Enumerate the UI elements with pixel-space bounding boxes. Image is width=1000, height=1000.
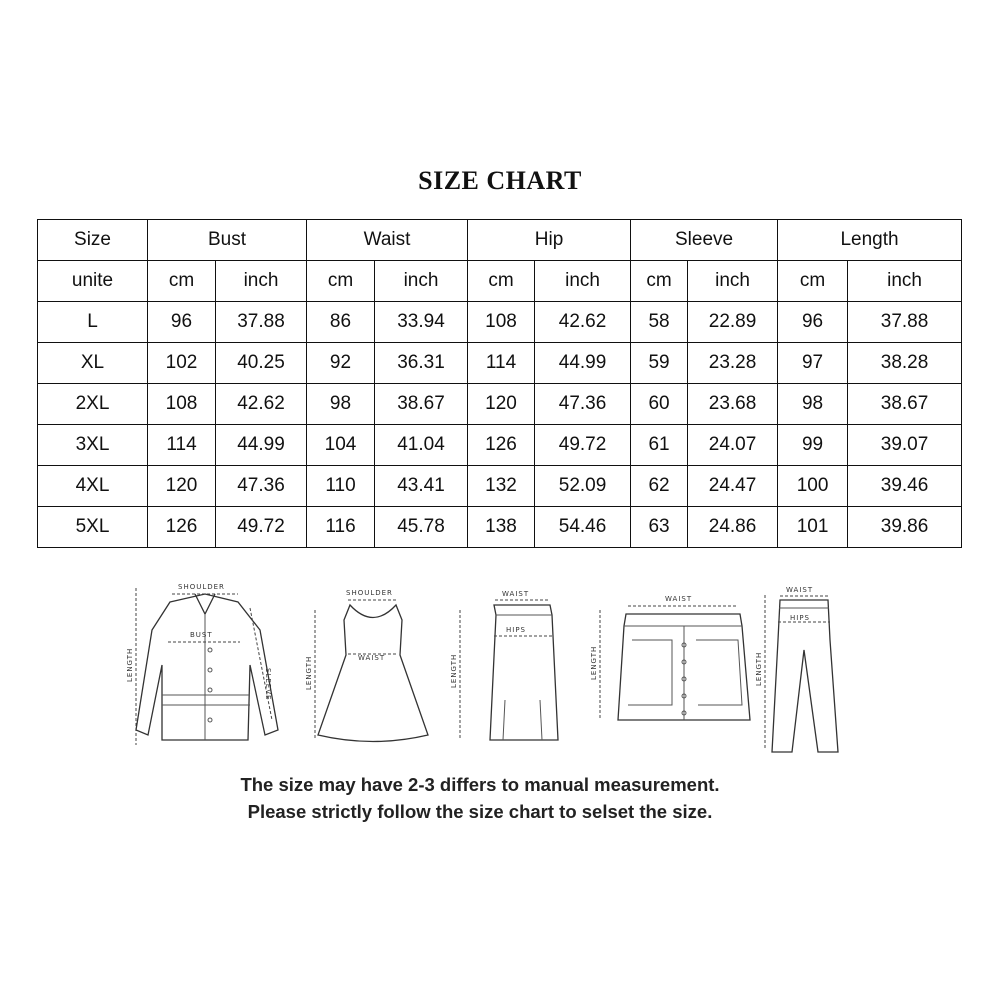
- skirt-illustration: [450, 590, 558, 740]
- header-cell-sleeve: Sleeve: [631, 220, 778, 261]
- measurement-cell: 36.31: [375, 343, 468, 384]
- measurement-cell: 132: [468, 466, 535, 507]
- table-row: [38, 302, 962, 343]
- size-label-cell: 4XL: [38, 466, 148, 507]
- header-cell-bust: Bust: [148, 220, 307, 261]
- unit-cell: inch: [216, 261, 307, 302]
- measurement-cell: 54.46: [535, 507, 631, 548]
- table-row: [38, 466, 962, 507]
- pants-hips-label: HIPS: [790, 614, 810, 622]
- measurement-cell: 120: [148, 466, 216, 507]
- dress-waist-label: WAIST: [358, 654, 386, 662]
- measurement-cell: 43.41: [375, 466, 468, 507]
- measurement-cell: 39.07: [848, 425, 962, 466]
- skirt-hips-label: HIPS: [506, 626, 526, 634]
- measurement-cell: 104: [307, 425, 375, 466]
- table-row: [38, 343, 962, 384]
- page-title: SIZE CHART: [418, 166, 582, 195]
- measurement-cell: 58: [631, 302, 688, 343]
- measurement-cell: 97: [778, 343, 848, 384]
- unit-cell: cm: [307, 261, 375, 302]
- shorts-illustration: [590, 595, 750, 720]
- disclaimer-line-1: The size may have 2-3 differs to manual measurement.: [240, 774, 720, 795]
- unit-cell: cm: [468, 261, 535, 302]
- measurement-cell: 108: [468, 302, 535, 343]
- measurement-cell: 60: [631, 384, 688, 425]
- pants-length-label: LENGTH: [755, 651, 763, 686]
- measurement-cell: 59: [631, 343, 688, 384]
- pants-waist-label: WAIST: [786, 586, 814, 594]
- measurement-cell: 101: [778, 507, 848, 548]
- measurement-cell: 49.72: [216, 507, 307, 548]
- measurement-cell: 39.46: [848, 466, 962, 507]
- unit-row: [38, 261, 962, 302]
- measurement-cell: 24.07: [688, 425, 778, 466]
- measurement-cell: 96: [148, 302, 216, 343]
- measurement-cell: 126: [148, 507, 216, 548]
- measurement-cell: 38.67: [848, 384, 962, 425]
- measurement-cell: 47.36: [216, 466, 307, 507]
- measurement-cell: 47.36: [535, 384, 631, 425]
- measurement-cell: 116: [307, 507, 375, 548]
- table-row: [38, 425, 962, 466]
- shirt-illustration: [126, 583, 278, 745]
- measurement-cell: 102: [148, 343, 216, 384]
- measurement-cell: 38.67: [375, 384, 468, 425]
- measurement-cell: 42.62: [535, 302, 631, 343]
- measurement-cell: 114: [148, 425, 216, 466]
- measurement-cell: 37.88: [848, 302, 962, 343]
- measurement-cell: 100: [778, 466, 848, 507]
- shirt-length-label: LENGTH: [126, 647, 134, 682]
- unit-cell: cm: [148, 261, 216, 302]
- measurement-cell: 120: [468, 384, 535, 425]
- measurement-cell: 40.25: [216, 343, 307, 384]
- unit-cell: inch: [848, 261, 962, 302]
- unit-cell: cm: [778, 261, 848, 302]
- measurement-cell: 38.28: [848, 343, 962, 384]
- measurement-cell: 42.62: [216, 384, 307, 425]
- shirt-bust-label: BUST: [190, 631, 213, 639]
- size-label-cell: XL: [38, 343, 148, 384]
- measurement-cell: 24.47: [688, 466, 778, 507]
- dress-illustration: [305, 589, 428, 742]
- header-cell-length: Length: [778, 220, 962, 261]
- skirt-length-label: LENGTH: [450, 653, 458, 688]
- unit-cell: inch: [688, 261, 778, 302]
- measurement-cell: 61: [631, 425, 688, 466]
- measurement-cell: 86: [307, 302, 375, 343]
- header-cell-waist: Waist: [307, 220, 468, 261]
- measurement-cell: 96: [778, 302, 848, 343]
- measurement-cell: 23.68: [688, 384, 778, 425]
- dress-length-label: LENGTH: [305, 655, 313, 690]
- measurement-cell: 39.86: [848, 507, 962, 548]
- table-row: [38, 384, 962, 425]
- shorts-length-label: LENGTH: [590, 645, 598, 680]
- measurement-cell: 110: [307, 466, 375, 507]
- measurement-cell: 49.72: [535, 425, 631, 466]
- table-row: [38, 507, 962, 548]
- measurement-cell: 98: [778, 384, 848, 425]
- measurement-cell: 63: [631, 507, 688, 548]
- measurement-cell: 44.99: [535, 343, 631, 384]
- measurement-cell: 22.89: [688, 302, 778, 343]
- measurement-cell: 24.86: [688, 507, 778, 548]
- measurement-cell: 44.99: [216, 425, 307, 466]
- unit-cell: inch: [375, 261, 468, 302]
- dress-shoulder-label: SHOULDER: [346, 589, 393, 597]
- shirt-sleeve-label: SLEEVE: [264, 668, 272, 701]
- header-cell-hip: Hip: [468, 220, 631, 261]
- measurement-cell: 99: [778, 425, 848, 466]
- measurement-cell: 108: [148, 384, 216, 425]
- header-cell-size: Size: [38, 220, 148, 261]
- skirt-waist-label: WAIST: [502, 590, 530, 598]
- unit-cell: cm: [631, 261, 688, 302]
- measurement-cell: 52.09: [535, 466, 631, 507]
- measurement-cell: 92: [307, 343, 375, 384]
- header-row: [38, 220, 962, 261]
- disclaimer-line-2: Please strictly follow the size chart to selset the size.: [247, 801, 713, 822]
- size-label-cell: 5XL: [38, 507, 148, 548]
- shirt-shoulder-label: SHOULDER: [178, 583, 225, 591]
- measurement-cell: 33.94: [375, 302, 468, 343]
- size-label-cell: L: [38, 302, 148, 343]
- measurement-cell: 98: [307, 384, 375, 425]
- unit-cell: inch: [535, 261, 631, 302]
- size-table: [37, 219, 962, 548]
- size-label-cell: 2XL: [38, 384, 148, 425]
- shorts-waist-label: WAIST: [665, 595, 693, 603]
- measurement-cell: 41.04: [375, 425, 468, 466]
- measurement-cell: 62: [631, 466, 688, 507]
- measurement-cell: 138: [468, 507, 535, 548]
- measurement-cell: 114: [468, 343, 535, 384]
- measurement-cell: 45.78: [375, 507, 468, 548]
- unit-cell: unite: [38, 261, 148, 302]
- measurement-cell: 37.88: [216, 302, 307, 343]
- garment-illustrations: [110, 570, 950, 760]
- measurement-cell: 126: [468, 425, 535, 466]
- measurement-cell: 23.28: [688, 343, 778, 384]
- pants-illustration: [755, 586, 838, 752]
- size-label-cell: 3XL: [38, 425, 148, 466]
